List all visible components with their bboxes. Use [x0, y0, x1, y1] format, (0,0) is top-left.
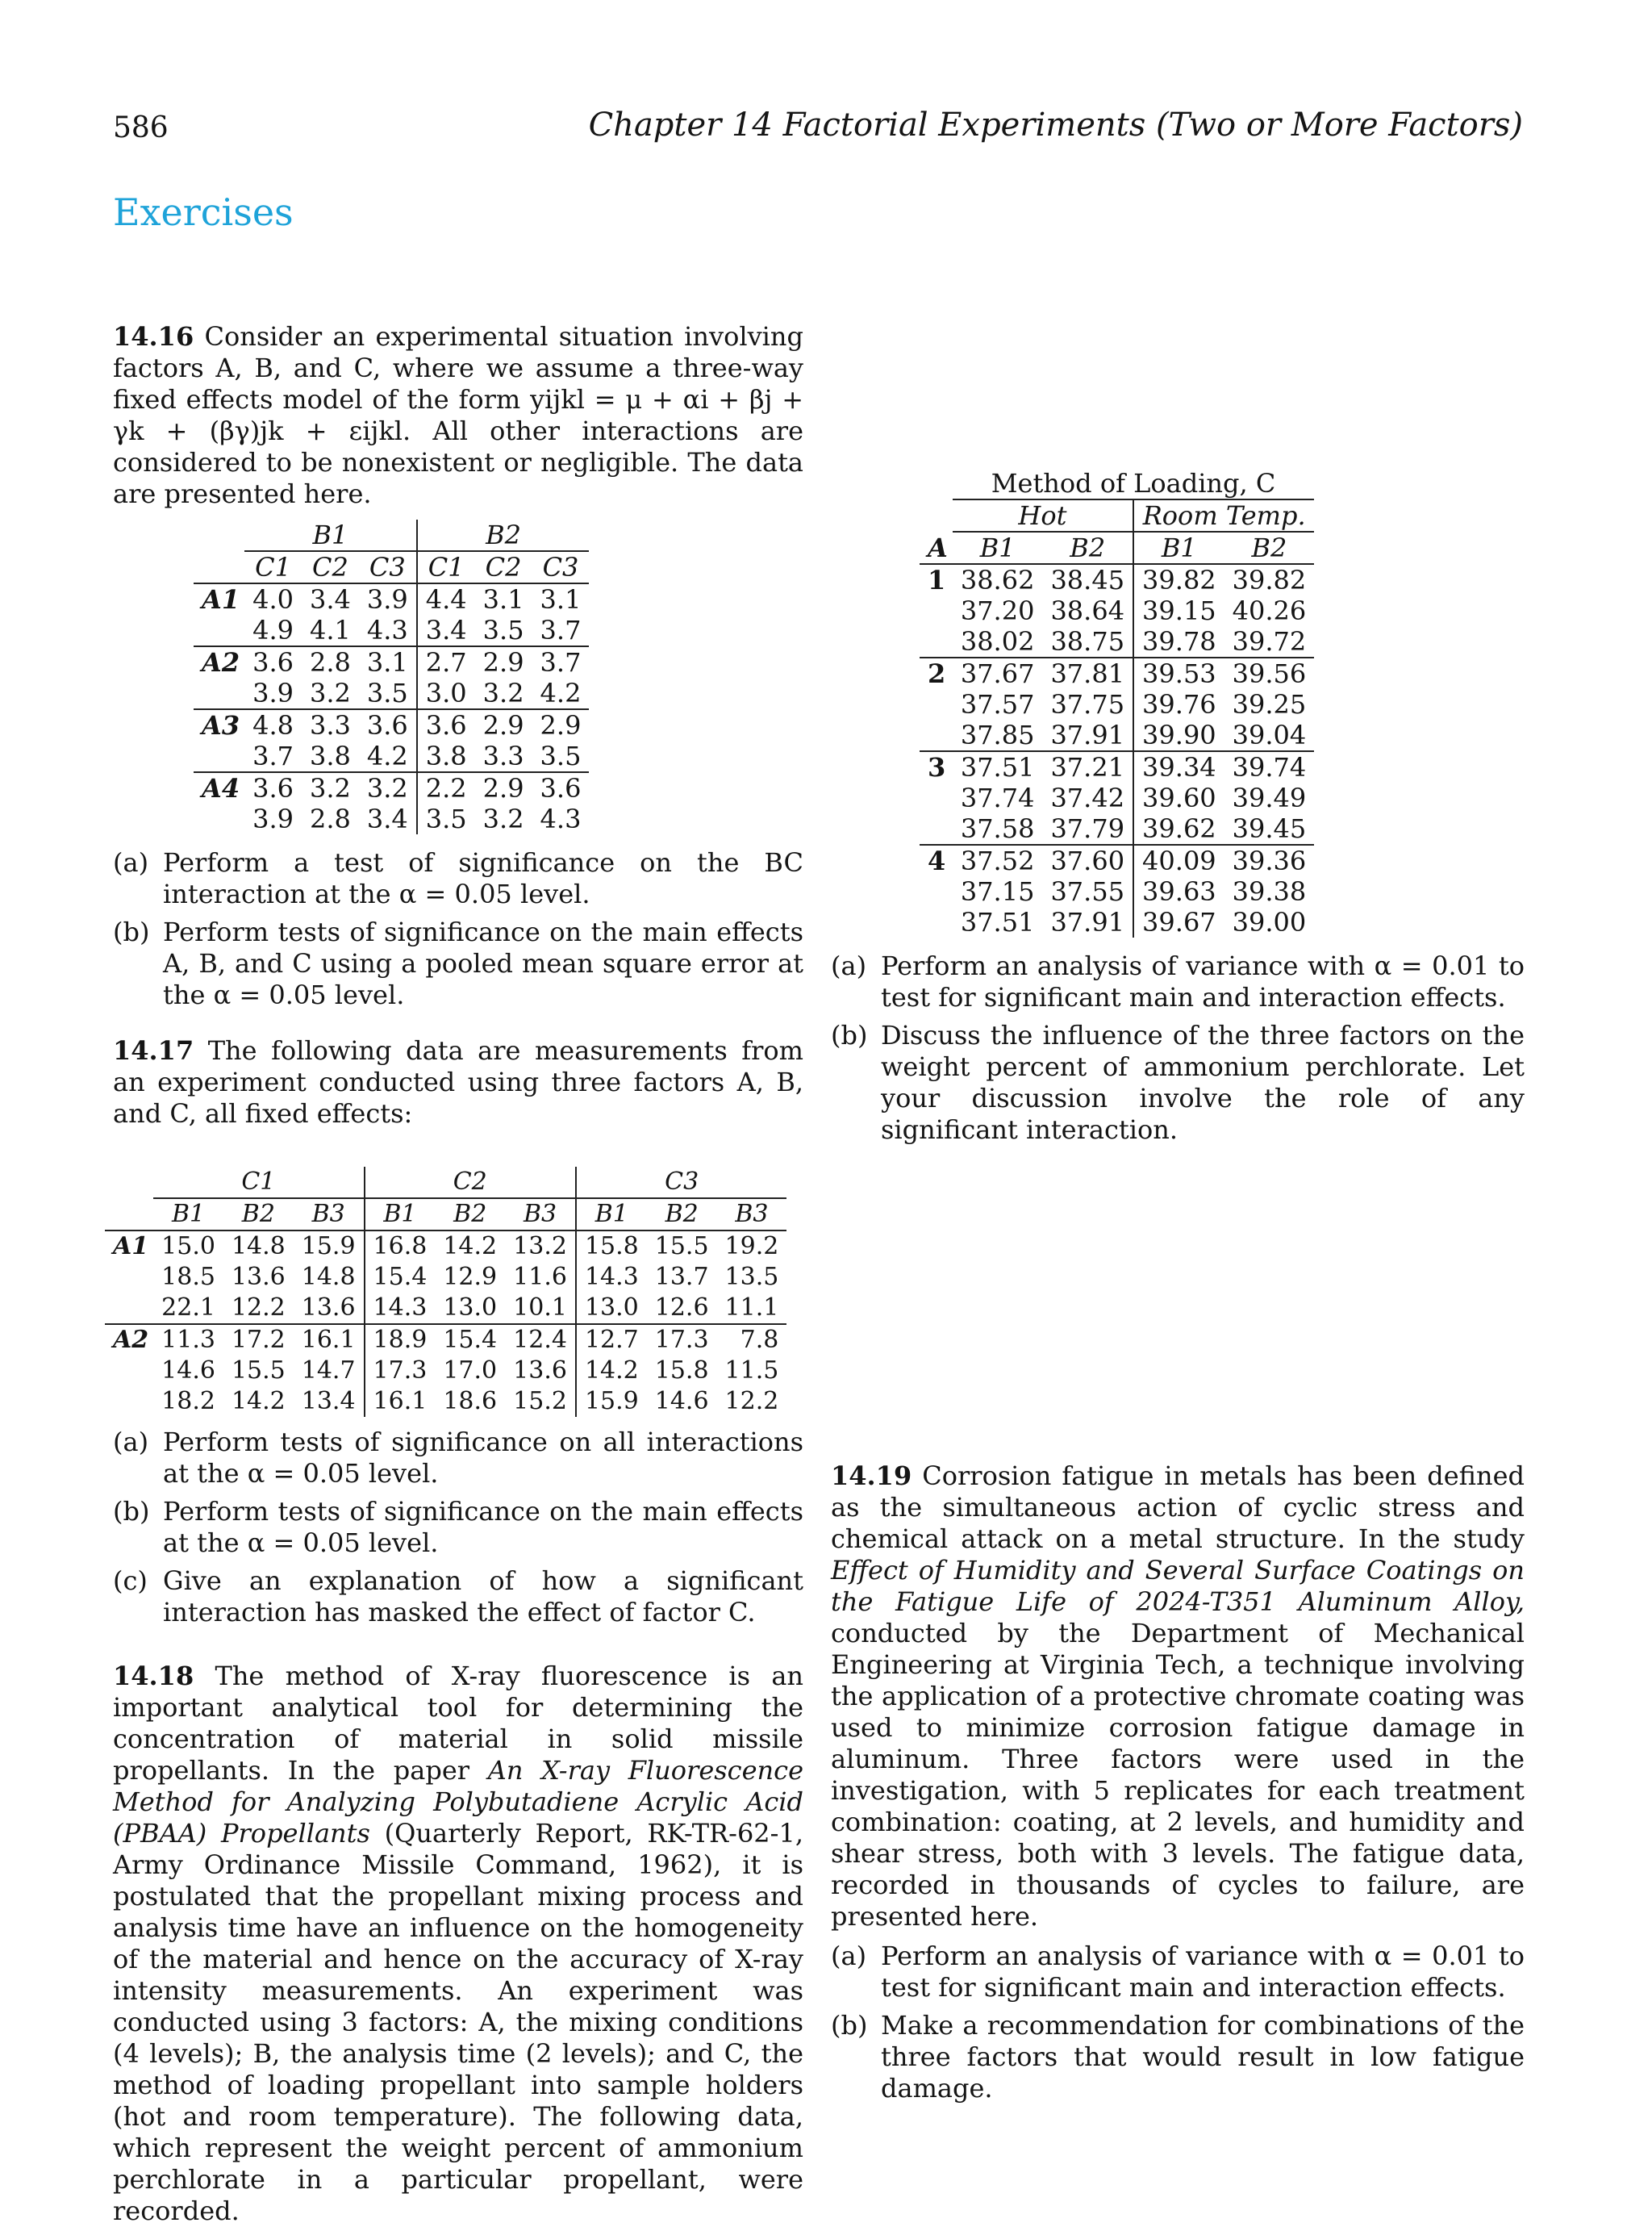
table-cell: 2.2	[417, 772, 475, 804]
table-cell: 15.9	[294, 1230, 365, 1262]
group-header-row	[920, 499, 1314, 532]
column-header: B2	[1042, 532, 1133, 564]
table-cell: 37.91	[1042, 720, 1133, 751]
table-cell: 16.8	[373, 1232, 428, 1260]
table-cell: 3.5	[425, 804, 467, 834]
part-label: (a)	[831, 1941, 867, 1971]
table-cell: 18.5	[161, 1263, 215, 1291]
table-cell: 15.2	[505, 1386, 576, 1417]
table-caption: Method of Loading, C	[953, 468, 1314, 499]
table-cell: 22.1	[161, 1293, 215, 1322]
table-row	[194, 709, 589, 741]
table-cell: 3.7	[540, 615, 582, 646]
exercise-part	[113, 1427, 803, 1490]
column-header: C2	[302, 551, 359, 583]
group-header: Room Temp.	[1133, 499, 1314, 532]
table-cell: 12.2	[231, 1293, 286, 1322]
group-header: C2	[365, 1167, 576, 1198]
table-cell: 3.3	[482, 741, 524, 771]
table-cell: 17.3	[647, 1324, 717, 1356]
table-cell: 39.45	[1232, 813, 1307, 844]
exercise-part	[113, 1565, 803, 1628]
running-title: Chapter 14 Factorial Experiments (Two or More Factors)	[588, 107, 1523, 144]
row-label: 1	[928, 565, 946, 595]
group-header-row	[105, 1167, 786, 1198]
column-header-row	[194, 551, 589, 583]
table-cell: 3.0	[425, 678, 467, 708]
row-label	[194, 741, 244, 772]
table-cell: 39.72	[1232, 626, 1307, 657]
table-cell: 39.78	[1142, 626, 1216, 657]
table-cell: 13.6	[294, 1293, 365, 1324]
group-spacer	[194, 520, 244, 551]
table-cell: 37.67	[953, 658, 1043, 689]
table-cell: 3.5	[540, 741, 582, 771]
table-cell: 14.8	[231, 1232, 286, 1260]
table-cell: 14.8	[294, 1262, 365, 1293]
table-cell: 3.9	[252, 804, 294, 834]
table-cell: 3.5	[359, 678, 417, 709]
table-cell: 3.4	[359, 804, 417, 834]
exercise-part	[831, 1020, 1525, 1146]
row-header: A	[920, 532, 953, 564]
table-row	[920, 689, 1314, 720]
part-text: Perform an analysis of variance with α = 0.01 to test for significant main and interaction effects.	[881, 951, 1525, 1013]
table-row	[194, 583, 589, 615]
table-cell: 14.3	[584, 1263, 639, 1291]
table-cell: 3.3	[302, 709, 359, 741]
row-label	[920, 813, 953, 845]
column-header: B2	[435, 1198, 505, 1230]
table-cell: 37.52	[953, 845, 1043, 876]
table-cell: 39.62	[1142, 813, 1216, 844]
table-cell: 2.7	[417, 646, 475, 678]
part-label: (b)	[113, 1496, 150, 1527]
part-label: (a)	[831, 951, 867, 981]
row-header	[194, 551, 244, 583]
row-label	[105, 1386, 153, 1417]
table-row	[194, 646, 589, 678]
table-cell: 37.91	[1042, 907, 1133, 938]
right-column-lower	[831, 1460, 1525, 2111]
exercise-14-16	[113, 321, 803, 510]
table-cell: 17.3	[373, 1356, 428, 1385]
table-row	[194, 678, 589, 709]
table-row	[105, 1386, 786, 1417]
column-header: B1	[153, 1198, 223, 1230]
table-row	[920, 626, 1314, 658]
group-header: C1	[153, 1167, 364, 1198]
exercise-text: Corrosion fatigue in metals has been defined as the simultaneous action of cyclic stress and chemical attack on a metal structure. In the study	[831, 1460, 1525, 1554]
table-cell: 3.6	[244, 772, 302, 804]
table-row	[920, 813, 1314, 845]
row-label	[920, 689, 953, 720]
table-cell: 37.75	[1042, 689, 1133, 720]
table-cell: 12.2	[724, 1387, 779, 1415]
table-cell: 3.1	[482, 584, 524, 615]
table-cell: 15.8	[584, 1232, 639, 1260]
part-text: Make a recommendation for combinations of the three factors that would result in low fatigue damage.	[881, 2010, 1525, 2104]
table-cell: 14.2	[584, 1356, 639, 1385]
table-cell: 16.1	[373, 1387, 428, 1415]
table-cell: 37.15	[960, 876, 1035, 907]
table-cell: 19.2	[724, 1232, 779, 1260]
table-cell: 37.51	[960, 907, 1035, 938]
column-header: C3	[532, 551, 590, 583]
table-row	[920, 751, 1314, 783]
row-label: A2	[105, 1324, 153, 1356]
table-cell: 11.6	[505, 1262, 576, 1293]
table-cell: 2.8	[309, 804, 351, 834]
exercise-part	[831, 951, 1525, 1013]
exercise-number: 14.16	[113, 321, 194, 352]
table-cell: 4.4	[425, 584, 467, 615]
column-header: C2	[475, 551, 532, 583]
row-label: A1	[113, 1232, 149, 1260]
part-label: (c)	[113, 1565, 148, 1596]
data-table-14-18	[920, 468, 1314, 938]
exercise-part	[113, 1496, 803, 1559]
table-cell: 39.25	[1232, 689, 1307, 720]
column-header-row	[920, 532, 1314, 564]
table-cell: 15.5	[654, 1232, 709, 1260]
table-cell: 39.53	[1133, 658, 1224, 689]
table-cell: 3.6	[417, 709, 475, 741]
table-cell: 14.6	[654, 1387, 709, 1415]
table-cell: 39.82	[1232, 565, 1307, 595]
exercise-parts-14-18	[831, 951, 1525, 1146]
exercise-parts-14-16	[113, 847, 803, 1011]
table-cell: 2.9	[475, 646, 532, 678]
table-cell: 37.20	[960, 595, 1035, 626]
table-cell: 13.2	[505, 1230, 576, 1262]
group-header: B1	[244, 520, 417, 551]
table-row	[920, 907, 1314, 938]
table-cell: 3.9	[359, 583, 417, 615]
column-header: B1	[576, 1198, 647, 1230]
page-number: 586	[113, 111, 169, 144]
table-row	[194, 615, 589, 646]
table-cell: 3.4	[425, 615, 467, 646]
column-header: C1	[417, 551, 475, 583]
table-cell: 40.09	[1133, 845, 1224, 876]
exercise-parts-14-19	[831, 1941, 1525, 2104]
row-label: A2	[194, 646, 244, 678]
table-cell: 39.63	[1142, 876, 1216, 907]
table-cell: 3.2	[302, 772, 359, 804]
table-cell: 12.7	[576, 1324, 647, 1356]
table-cell: 3.1	[359, 646, 417, 678]
table-cell: 39.74	[1224, 751, 1315, 783]
table-cell: 7.8	[717, 1324, 787, 1356]
part-label: (b)	[113, 917, 150, 947]
row-label	[194, 615, 244, 646]
row-label	[105, 1262, 153, 1293]
table-row	[105, 1293, 786, 1324]
exercise-part	[113, 917, 803, 1011]
table-cell: 2.9	[475, 772, 532, 804]
table-cell: 39.15	[1142, 595, 1216, 626]
column-header: B3	[717, 1198, 787, 1230]
table-cell: 37.74	[960, 783, 1035, 813]
row-label: A1	[202, 584, 240, 615]
table-cell: 14.7	[294, 1356, 365, 1386]
section-title: Exercises	[113, 190, 294, 234]
table-cell: 11.1	[724, 1293, 779, 1322]
exercise-text: Consider an experimental situation involving factors A, B, and C, where we assume a three-way fixed effects model of the form yijkl = μ + αi + βj + γk + (βγ)jk + εijkl. All other interactions are considered to be nonexistent or negligible. The data are presented here.	[113, 321, 804, 509]
table-cell: 4.1	[309, 615, 351, 646]
table-cell: 2.9	[532, 709, 590, 741]
table-cell: 18.6	[443, 1387, 498, 1415]
table-row	[105, 1262, 786, 1293]
table-cell: 38.62	[960, 565, 1035, 595]
table-cell: 15.5	[231, 1356, 286, 1385]
table-cell: 12.6	[654, 1293, 709, 1322]
table-cell: 37.79	[1042, 813, 1133, 845]
table-row	[194, 804, 589, 834]
table-cell: 2.8	[302, 646, 359, 678]
row-label	[920, 626, 953, 658]
part-label: (b)	[831, 2010, 868, 2041]
table-cell: 4.8	[244, 709, 302, 741]
exercise-part	[831, 2010, 1525, 2104]
table-cell: 4.2	[359, 741, 417, 772]
table-cell: 39.90	[1142, 720, 1216, 750]
table-cell: 4.0	[252, 584, 294, 615]
table-cell: 3.9	[252, 678, 294, 708]
part-text: Perform tests of significance on the main effects at the α = 0.05 level.	[163, 1496, 803, 1558]
table-cell: 11.3	[153, 1324, 223, 1356]
row-label: 2	[920, 658, 953, 689]
table-cell: 12.4	[505, 1324, 576, 1356]
table-cell: 17.2	[223, 1324, 294, 1356]
table-cell: 2.9	[475, 709, 532, 741]
exercise-14-19	[831, 1460, 1525, 1932]
row-label	[105, 1356, 153, 1386]
table-cell: 3.6	[244, 646, 302, 678]
table-cell: 3.8	[425, 741, 467, 771]
row-label	[194, 678, 244, 709]
table-cell: 4.3	[359, 615, 417, 646]
left-column	[113, 321, 803, 2227]
table-cell: 37.42	[1042, 783, 1133, 813]
table-cell: 37.58	[960, 813, 1035, 844]
table-cell: 13.0	[584, 1293, 639, 1322]
table-cell: 37.55	[1042, 876, 1133, 907]
table-cell: 13.7	[654, 1263, 709, 1291]
group-spacer	[920, 499, 953, 532]
table-cell: 39.00	[1232, 907, 1307, 938]
column-header: B2	[1224, 532, 1315, 564]
part-text: Discuss the influence of the three factors on the weight percent of ammonium perchlorate. Let your discussion involve the role of any significant interaction.	[881, 1020, 1525, 1145]
exercise-14-18	[113, 1661, 803, 2227]
table-row	[105, 1230, 786, 1262]
exercise-part	[831, 1941, 1525, 2003]
data-table-14-17	[105, 1167, 786, 1417]
column-header: C3	[359, 551, 417, 583]
table-cell: 15.0	[161, 1232, 215, 1260]
exercise-number: 14.18	[113, 1661, 194, 1691]
table-row	[920, 783, 1314, 813]
table-cell: 4.2	[540, 678, 582, 708]
column-header: B2	[647, 1198, 717, 1230]
table-cell: 15.9	[584, 1387, 639, 1415]
table-cell: 3.6	[532, 772, 590, 804]
table-cell: 3.4	[309, 584, 351, 615]
part-text: Perform a test of significance on the BC interaction at the α = 0.05 level.	[163, 847, 803, 909]
part-text: Perform an analysis of variance with α = 0.01 to test for significant main and interaction effects.	[881, 1941, 1525, 2003]
table-cell: 3.1	[540, 584, 582, 615]
group-spacer	[105, 1167, 153, 1198]
table-cell: 3.8	[309, 741, 351, 771]
column-header: B2	[223, 1198, 294, 1230]
table-row	[105, 1356, 786, 1386]
table-cell: 3.2	[359, 772, 417, 804]
exercise-text: The method of X-ray fluorescence is an important analytical tool for determining the concentration of material in solid missile propellants. In the paper	[113, 1661, 804, 1786]
table-cell: 14.2	[231, 1387, 286, 1415]
part-text: Give an explanation of how a significant interaction has masked the effect of factor C.	[163, 1565, 803, 1627]
table-cell: 15.8	[654, 1356, 709, 1385]
table-row	[105, 1324, 786, 1356]
table-cell: 15.4	[435, 1324, 505, 1356]
row-label	[194, 804, 244, 834]
group-header: C3	[576, 1167, 786, 1198]
part-label: (b)	[831, 1020, 868, 1051]
exercise-part	[113, 847, 803, 910]
row-label: 4	[920, 845, 953, 876]
part-label: (a)	[113, 1427, 149, 1457]
table-cell: 3.7	[532, 646, 590, 678]
table-cell: 38.75	[1042, 626, 1133, 658]
paper-title: An X-ray Fluorescence Method for Analyzing Polybutadiene Acrylic Acid (PBAA) Propellants	[113, 1755, 804, 1849]
table-cell: 10.1	[505, 1293, 576, 1324]
table-cell: 3.2	[482, 678, 524, 708]
part-text: Perform tests of significance on the main effects A, B, and C using a pooled mean square error at the α = 0.05 level.	[163, 917, 803, 1010]
table-cell: 39.67	[1142, 907, 1216, 938]
table-cell: 11.5	[724, 1356, 779, 1385]
table-cell: 40.26	[1232, 595, 1307, 626]
row-label	[920, 783, 953, 813]
table-cell: 39.56	[1224, 658, 1315, 689]
column-header: B1	[953, 532, 1043, 564]
column-header: B3	[505, 1198, 576, 1230]
exercise-parts-14-17	[113, 1427, 803, 1628]
column-header-row	[105, 1198, 786, 1230]
table-cell: 13.6	[231, 1263, 286, 1291]
exercise-text: The following data are measurements from an experiment conducted using three factors A, B, and C, all fixed effects:	[113, 1035, 804, 1129]
study-title: Effect of Humidity and Several Surface Coatings on the Fatigue Life of 2024-T351 Aluminum Alloy,	[831, 1555, 1525, 1617]
row-label: 3	[920, 751, 953, 783]
table-cell: 39.36	[1224, 845, 1315, 876]
table-cell: 39.04	[1232, 720, 1307, 750]
table-cell: 39.34	[1133, 751, 1224, 783]
group-header: B2	[417, 520, 590, 551]
table-cell: 39.49	[1232, 783, 1307, 813]
column-header: B3	[294, 1198, 365, 1230]
row-label: A3	[194, 709, 244, 741]
exercise-text-continued: (Quarterly Report, RK-TR-62-1, Army Ordinance Missile Command, 1962), it is postulated that the propellant mixing process and analysis time have an influence on the homogeneity of the material and hence on the accuracy of X-ray intensity measurements. An experiment was conducted using 3 factors: A, the mixing conditions (4 levels); B, the analysis time (2 levels); and C, the method of loading propellant into sample holders (hot and room temperature). The following data, which represent the weight percent of ammonium perchlorate in a particular propellant, were recorded.	[113, 1818, 803, 2226]
table-cell: 39.60	[1142, 783, 1216, 813]
table-cell: 14.2	[443, 1232, 498, 1260]
part-text: Perform tests of significance on all interactions at the α = 0.05 level.	[163, 1427, 803, 1489]
column-header: B1	[1133, 532, 1224, 564]
exercise-number: 14.19	[831, 1460, 912, 1491]
table-row	[920, 845, 1314, 876]
table-row	[920, 658, 1314, 689]
table-cell: 13.0	[443, 1293, 498, 1322]
row-header	[105, 1198, 153, 1230]
table-cell: 3.2	[482, 804, 524, 834]
column-header: B1	[365, 1198, 436, 1230]
row-label	[920, 595, 953, 626]
row-label	[920, 876, 953, 907]
table-row	[920, 564, 1314, 595]
table-cell: 37.60	[1042, 845, 1133, 876]
column-header: C1	[244, 551, 302, 583]
table-cell: 14.6	[161, 1356, 215, 1385]
table-row	[920, 720, 1314, 751]
table-cell: 13.5	[724, 1263, 779, 1291]
table-cell: 3.2	[309, 678, 351, 708]
table-cell: 38.45	[1042, 564, 1133, 595]
part-label: (a)	[113, 847, 149, 878]
group-header-row	[194, 520, 589, 551]
table-cell: 16.1	[294, 1324, 365, 1356]
table-row	[920, 876, 1314, 907]
table-cell: 18.2	[161, 1387, 215, 1415]
right-column-upper	[831, 468, 1525, 1152]
table-cell: 17.0	[443, 1356, 498, 1385]
table-row	[920, 595, 1314, 626]
table-cell: 18.9	[365, 1324, 436, 1356]
table-cell: 14.3	[373, 1293, 428, 1322]
exercise-14-17	[113, 1035, 803, 1130]
table-cell: 37.57	[960, 689, 1035, 720]
table-cell: 37.21	[1042, 751, 1133, 783]
row-label	[105, 1293, 153, 1324]
table-cell: 4.9	[252, 615, 294, 646]
row-label	[920, 720, 953, 751]
table-row	[194, 772, 589, 804]
table-cell: 39.82	[1142, 565, 1216, 595]
caption-spacer	[920, 468, 953, 499]
table-cell: 39.76	[1142, 689, 1216, 720]
table-cell: 3.6	[359, 709, 417, 741]
row-label: A4	[194, 772, 244, 804]
table-cell: 3.7	[252, 741, 294, 771]
table-cell: 37.85	[960, 720, 1035, 750]
table-row	[194, 741, 589, 772]
table-cell: 38.64	[1042, 595, 1133, 626]
table-cell: 12.9	[443, 1263, 498, 1291]
exercise-text-continued: conducted by the Department of Mechanical Engineering at Virginia Tech, a technique involving the application of a protective chromate coating was used to minimize corrosion fatigue damage in aluminum. Three factors were used in the investigation, with 5 replicates for each treatment combination: coating, at 2 levels, and humidity and shear stress, both with 3 levels. The fatigue data, recorded in thousands of cycles to failure, are presented here.	[831, 1618, 1525, 1932]
table-cell: 13.6	[505, 1356, 576, 1386]
table-cell: 13.4	[294, 1386, 365, 1417]
exercise-number: 14.17	[113, 1035, 194, 1066]
table-cell: 15.4	[373, 1263, 428, 1291]
group-header: Hot	[953, 499, 1133, 532]
row-label	[920, 907, 953, 938]
table-cell: 38.02	[960, 626, 1035, 657]
table-cell: 4.3	[540, 804, 582, 834]
table-cell: 37.81	[1042, 658, 1133, 689]
caption-row	[920, 468, 1314, 499]
data-table-14-16	[194, 520, 589, 834]
table-cell: 39.38	[1232, 876, 1307, 907]
table-cell: 3.5	[482, 615, 524, 646]
table-cell: 37.51	[953, 751, 1043, 783]
